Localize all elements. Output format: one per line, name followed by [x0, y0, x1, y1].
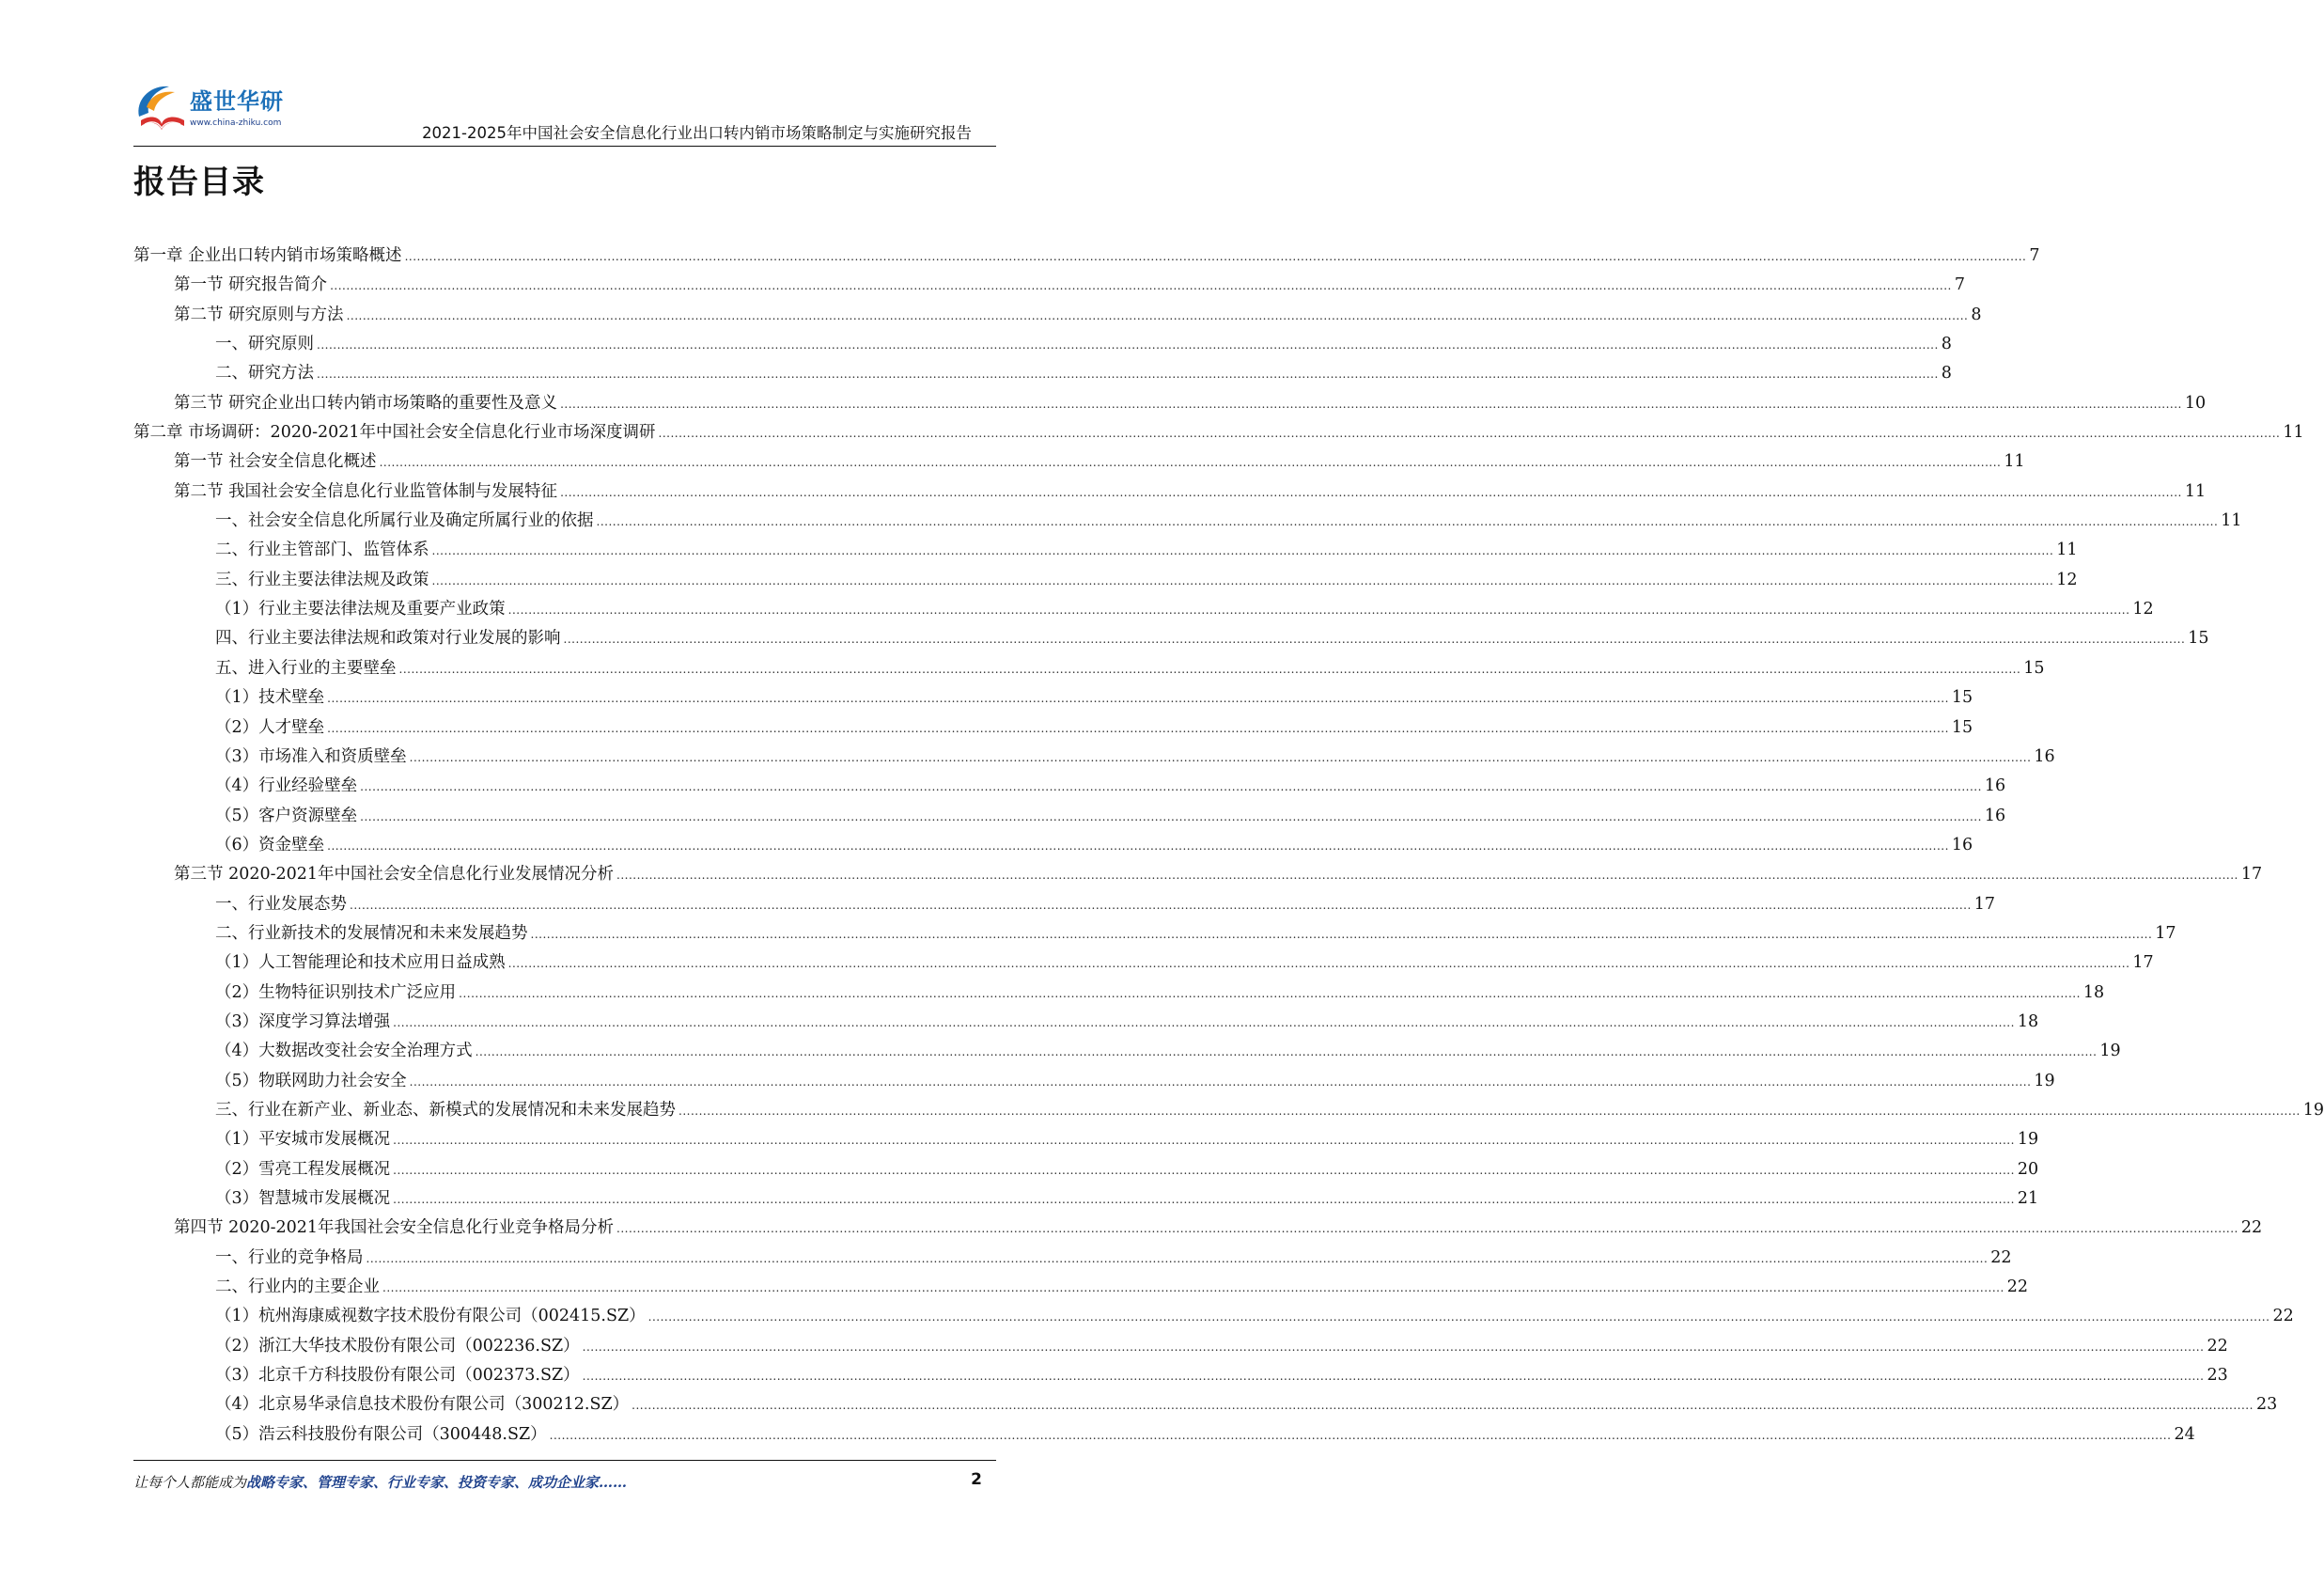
toc-entry-page: 19	[2302, 1100, 2324, 1120]
toc-entry-page: 17	[2155, 923, 2176, 943]
toc-entry-label: 一、行业发展态势	[215, 894, 347, 914]
toc-entry-page: 19	[2034, 1071, 2055, 1090]
footer-slogan	[133, 1472, 627, 1492]
toc-entry-label: （2）浙江大华技术股份有限公司（002236.SZ）	[215, 1336, 580, 1356]
toc-entry-page: 15	[1951, 688, 1973, 708]
toc-entry[interactable]	[133, 861, 2263, 890]
toc-entry-label: 一、社会安全信息化所属行业及确定所属行业的依据	[215, 511, 594, 531]
toc-dot-leader: ................................................................................................................................................................................................................................................................................................................................................................................................................	[393, 1015, 2015, 1029]
toc-dot-leader: ................................................................................................................................................................................................................................................................................................................................................................................................................	[327, 692, 1949, 706]
toc-entry[interactable]	[133, 949, 2154, 979]
toc-entry[interactable]	[133, 508, 2242, 537]
toc-entry[interactable]	[133, 1274, 2029, 1303]
toc-entry[interactable]	[133, 1185, 2039, 1215]
toc-entry-label: 第四节 2020-2021年我国社会安全信息化行业竞争格局分析	[174, 1218, 615, 1238]
toc-dot-leader: ................................................................................................................................................................................................................................................................................................................................................................................................................	[530, 927, 2153, 941]
toc-entry-label: （3）市场准入和资质壁垒	[215, 746, 407, 766]
toc-entry-label: （5）客户资源壁垒	[215, 806, 358, 825]
toc-dot-leader: ................................................................................................................................................................................................................................................................................................................................................................................................................	[393, 1134, 2015, 1148]
toc-entry[interactable]	[133, 891, 1996, 920]
toc-entry-page: 8	[1971, 305, 1982, 324]
toc-entry-label: 第一节 社会安全信息化概述	[174, 452, 377, 472]
toc-entry-label: 五、进入行业的主要壁垒	[215, 658, 397, 678]
toc-dot-leader: ................................................................................................................................................................................................................................................................................................................................................................................................................	[404, 250, 2027, 263]
report-title: 2021-2025年中国社会安全信息化行业出口转内销市场策略制定与实施研究报告	[422, 124, 972, 142]
toc-entry-page: 16	[1984, 776, 2006, 796]
toc-entry-label: （4）行业经验壁垒	[215, 776, 358, 796]
toc-entry[interactable]	[133, 655, 2045, 684]
toc-entry-label: （3）深度学习算法增强	[215, 1011, 391, 1031]
toc-dot-leader: ................................................................................................................................................................................................................................................................................................................................................................................................................	[431, 544, 2054, 558]
toc-entry-label: （1）杭州海康威视数字技术股份有限公司（002415.SZ）	[215, 1307, 646, 1326]
toc-dot-leader: ................................................................................................................................................................................................................................................................................................................................................................................................................	[632, 1399, 2254, 1413]
toc-dot-leader: ................................................................................................................................................................................................................................................................................................................................................................................................................	[327, 721, 1949, 735]
toc-entry[interactable]	[133, 567, 2078, 596]
toc-entry-label: （5）物联网助力社会安全	[215, 1071, 407, 1090]
toc-entry-label: 第三节 研究企业出口转内销市场策略的重要性及意义	[174, 393, 558, 413]
toc-dot-leader: ................................................................................................................................................................................................................................................................................................................................................................................................................	[658, 427, 2281, 441]
toc-entry-page: 10	[2184, 393, 2207, 413]
page-header	[0, 0, 1119, 150]
toc-entry-page: 17	[1973, 894, 1996, 914]
toc-entry-page: 8	[1941, 364, 1952, 384]
toc-entry-page: 23	[2255, 1395, 2278, 1415]
toc-entry-label: （1）平安城市发展概况	[215, 1130, 391, 1150]
toc-entry-label: 四、行业主要法律法规和政策对行业发展的影响	[215, 629, 561, 649]
toc-dot-leader: ................................................................................................................................................................................................................................................................................................................................................................................................................	[346, 308, 1969, 322]
toc-entry-label: （3）北京千方科技股份有限公司（002373.SZ）	[215, 1366, 580, 1386]
page-title: 报告目录	[133, 164, 265, 201]
toc-entry-page: 11	[2004, 452, 2025, 472]
toc-entry[interactable]	[133, 980, 2105, 1009]
toc-entry-page: 15	[2023, 658, 2045, 678]
toc-entry-label: （1）行业主要法律法规及重要产业政策	[215, 600, 506, 619]
toc-dot-leader: ................................................................................................................................................................................................................................................................................................................................................................................................................	[582, 1340, 2205, 1354]
logo-url: www.china-zhiku.com	[190, 118, 282, 128]
toc-entry-label: （4）北京易华录信息技术股份有限公司（300212.SZ）	[215, 1395, 630, 1415]
toc-entry[interactable]	[133, 1097, 2324, 1126]
toc-entry[interactable]	[133, 803, 2006, 832]
toc-entry-label: 二、行业内的主要企业	[215, 1277, 380, 1297]
footer-divider	[133, 1460, 996, 1461]
toc-dot-leader: ................................................................................................................................................................................................................................................................................................................................................................................................................	[647, 1310, 2270, 1324]
toc-entry-label: 第二节 我国社会安全信息化行业监管体制与发展特征	[174, 481, 558, 501]
toc-entry[interactable]	[133, 478, 2207, 508]
toc-entry-page: 22	[1990, 1247, 2012, 1267]
toc-entry[interactable]	[133, 714, 1973, 744]
toc-dot-leader: ................................................................................................................................................................................................................................................................................................................................................................................................................	[317, 338, 1939, 353]
swoosh-book-logo-icon	[133, 79, 190, 135]
toc-entry[interactable]	[133, 390, 2207, 419]
toc-dot-leader: ................................................................................................................................................................................................................................................................................................................................................................................................................	[582, 1370, 2205, 1384]
toc-entry-label: 二、行业主管部门、监管体系	[215, 541, 429, 560]
toc-entry-page: 7	[1954, 275, 1965, 295]
toc-dot-leader: ................................................................................................................................................................................................................................................................................................................................................................................................................	[563, 633, 2186, 647]
toc-dot-leader: ................................................................................................................................................................................................................................................................................................................................................................................................................	[507, 603, 2130, 618]
toc-entry-label: 一、研究原则	[215, 335, 314, 354]
toc-entry[interactable]	[133, 596, 2154, 625]
toc-entry-page: 17	[2132, 953, 2154, 973]
toc-entry-page: 11	[2184, 481, 2207, 501]
toc-entry-page: 24	[2174, 1424, 2195, 1444]
toc-entry-page: 11	[2221, 511, 2242, 531]
toc-entry[interactable]	[133, 1126, 2039, 1155]
slogan-highlight: 战略专家、管理专家、行业专家、投资专家、成功企业家……	[246, 1474, 628, 1491]
toc-entry-page: 17	[2240, 865, 2263, 885]
toc-entry[interactable]	[133, 1333, 2228, 1362]
toc-dot-leader: ................................................................................................................................................................................................................................................................................................................................................................................................................	[360, 780, 1982, 794]
toc-entry[interactable]	[133, 1009, 2039, 1038]
toc-entry-label: （2）人才壁垒	[215, 717, 325, 737]
toc-entry[interactable]	[133, 302, 1982, 331]
toc-entry-page: 19	[2099, 1042, 2121, 1061]
toc-entry-label: 第二章 市场调研：2020-2021年中国社会安全信息化行业市场深度调研	[133, 423, 656, 443]
toc-entry-page: 18	[2017, 1011, 2039, 1031]
toc-entry-label: （2）雪亮工程发展概况	[215, 1159, 391, 1179]
toc-dot-leader: ................................................................................................................................................................................................................................................................................................................................................................................................................	[360, 809, 1982, 823]
toc-dot-leader: ................................................................................................................................................................................................................................................................................................................................................................................................................	[560, 485, 2182, 499]
toc-entry[interactable]	[133, 419, 2304, 448]
toc-entry-label: 第一章 企业出口转内销市场策略概述	[133, 246, 402, 265]
toc-entry[interactable]	[133, 1245, 2012, 1274]
toc-entry[interactable]	[133, 1156, 2039, 1185]
toc-entry[interactable]	[133, 1362, 2228, 1391]
toc-entry[interactable]	[133, 1303, 2294, 1332]
toc-dot-leader: ................................................................................................................................................................................................................................................................................................................................................................................................................	[330, 279, 1952, 293]
toc-entry-page: 15	[1951, 717, 1973, 737]
toc-entry-page: 16	[1984, 806, 2006, 825]
toc-entry-label: （1）人工智能理论和技术应用日益成熟	[215, 953, 506, 973]
toc-entry[interactable]	[133, 625, 2209, 654]
table-of-contents	[133, 243, 2324, 1450]
toc-entry[interactable]	[133, 448, 2025, 478]
toc-dot-leader: ................................................................................................................................................................................................................................................................................................................................................................................................................	[379, 456, 2002, 470]
toc-entry-label: 第一节 研究报告简介	[174, 275, 328, 295]
toc-dot-leader: ................................................................................................................................................................................................................................................................................................................................................................................................................	[616, 1222, 2238, 1236]
toc-dot-leader: ................................................................................................................................................................................................................................................................................................................................................................................................................	[475, 1045, 2098, 1059]
toc-entry-page: 22	[2272, 1307, 2294, 1326]
toc-entry-page: 20	[2017, 1159, 2039, 1179]
toc-entry-label: （6）资金壁垒	[215, 835, 325, 854]
toc-entry[interactable]	[133, 773, 2006, 802]
toc-dot-leader: ................................................................................................................................................................................................................................................................................................................................................................................................................	[459, 986, 2081, 1000]
toc-entry[interactable]	[133, 537, 2078, 566]
toc-dot-leader: ................................................................................................................................................................................................................................................................................................................................................................................................................	[431, 573, 2054, 588]
logo-name: 盛世华研	[190, 88, 284, 115]
toc-entry-page: 21	[2017, 1189, 2039, 1208]
toc-entry-page: 7	[2029, 246, 2040, 265]
toc-entry-page: 22	[2006, 1277, 2029, 1297]
toc-entry[interactable]	[133, 1421, 2195, 1450]
toc-entry-page: 16	[1951, 835, 1973, 854]
toc-entry[interactable]	[133, 1391, 2278, 1420]
toc-dot-leader: ................................................................................................................................................................................................................................................................................................................................................................................................................	[549, 1428, 2172, 1442]
toc-entry-label: 三、行业在新产业、新业态、新模式的发展情况和未来发展趋势	[215, 1100, 676, 1120]
toc-entry-page: 8	[1941, 335, 1952, 354]
toc-entry-page: 22	[2240, 1218, 2263, 1238]
toc-entry-label: 第二节 研究原则与方法	[174, 305, 344, 324]
toc-dot-leader: ................................................................................................................................................................................................................................................................................................................................................................................................................	[393, 1193, 2015, 1206]
toc-entry[interactable]	[133, 832, 1973, 861]
toc-dot-leader: ................................................................................................................................................................................................................................................................................................................................................................................................................	[560, 397, 2182, 411]
toc-entry-page: 11	[2283, 423, 2304, 443]
toc-dot-leader: ................................................................................................................................................................................................................................................................................................................................................................................................................	[398, 662, 2021, 676]
slogan-prefix: 让每个人都能成为	[133, 1474, 247, 1491]
toc-entry-label: 二、研究方法	[215, 364, 314, 384]
toc-entry-page: 15	[2188, 629, 2209, 649]
toc-entry-label: （1）技术壁垒	[215, 688, 325, 708]
toc-entry[interactable]	[133, 1068, 2055, 1097]
toc-entry-label: （5）浩云科技股份有限公司（300448.SZ）	[215, 1424, 547, 1444]
toc-dot-leader: ................................................................................................................................................................................................................................................................................................................................................................................................................	[393, 1163, 2015, 1177]
toc-entry[interactable]	[133, 744, 2055, 773]
toc-entry[interactable]	[133, 243, 2040, 272]
toc-entry[interactable]	[133, 360, 1952, 389]
toc-entry-label: 第三节 2020-2021年中国社会安全信息化行业发展情况分析	[174, 865, 615, 885]
toc-entry-page: 18	[2082, 982, 2105, 1002]
toc-entry-label: （2）生物特征识别技术广泛应用	[215, 982, 457, 1002]
toc-dot-leader: ................................................................................................................................................................................................................................................................................................................................................................................................................	[366, 1251, 1989, 1265]
toc-entry-label: 三、行业主要法律法规及政策	[215, 570, 429, 589]
toc-entry[interactable]	[133, 272, 1965, 301]
toc-entry[interactable]	[133, 1215, 2263, 1244]
toc-dot-leader: ................................................................................................................................................................................................................................................................................................................................................................................................................	[382, 1281, 2004, 1295]
toc-entry[interactable]	[133, 1038, 2121, 1067]
toc-dot-leader: ................................................................................................................................................................................................................................................................................................................................................................................................................	[317, 368, 1939, 382]
toc-entry-label: （3）智慧城市发展概况	[215, 1189, 391, 1208]
toc-entry[interactable]	[133, 331, 1952, 360]
toc-entry[interactable]	[133, 920, 2176, 949]
toc-entry-page: 22	[2207, 1336, 2228, 1356]
toc-entry-page: 23	[2207, 1366, 2228, 1386]
page-number: 2	[971, 1470, 982, 1489]
toc-entry-label: 二、行业新技术的发展情况和未来发展趋势	[215, 923, 528, 943]
toc-entry-page: 11	[2056, 541, 2078, 560]
page-footer	[133, 1472, 996, 1497]
company-logo	[133, 77, 298, 143]
toc-dot-leader: ................................................................................................................................................................................................................................................................................................................................................................................................................	[678, 1104, 2301, 1118]
toc-dot-leader: ................................................................................................................................................................................................................................................................................................................................................................................................................	[409, 1074, 2032, 1089]
toc-entry-page: 16	[2034, 746, 2055, 766]
toc-dot-leader: ................................................................................................................................................................................................................................................................................................................................................................................................................	[409, 750, 2032, 764]
toc-dot-leader: ................................................................................................................................................................................................................................................................................................................................................................................................................	[350, 898, 1972, 912]
toc-dot-leader: ................................................................................................................................................................................................................................................................................................................................................................................................................	[596, 515, 2219, 529]
toc-dot-leader: ................................................................................................................................................................................................................................................................................................................................................................................................................	[327, 839, 1949, 853]
toc-entry-page: 12	[2132, 600, 2154, 619]
toc-entry-label: （4）大数据改变社会安全治理方式	[215, 1042, 473, 1061]
toc-entry[interactable]	[133, 684, 1973, 713]
toc-entry-page: 19	[2017, 1130, 2039, 1150]
toc-dot-leader: ................................................................................................................................................................................................................................................................................................................................................................................................................	[616, 869, 2238, 883]
toc-entry-label: 一、行业的竞争格局	[215, 1247, 364, 1267]
toc-entry-page: 12	[2056, 570, 2078, 589]
toc-dot-leader: ................................................................................................................................................................................................................................................................................................................................................................................................................	[507, 957, 2130, 971]
header-divider	[133, 146, 996, 147]
